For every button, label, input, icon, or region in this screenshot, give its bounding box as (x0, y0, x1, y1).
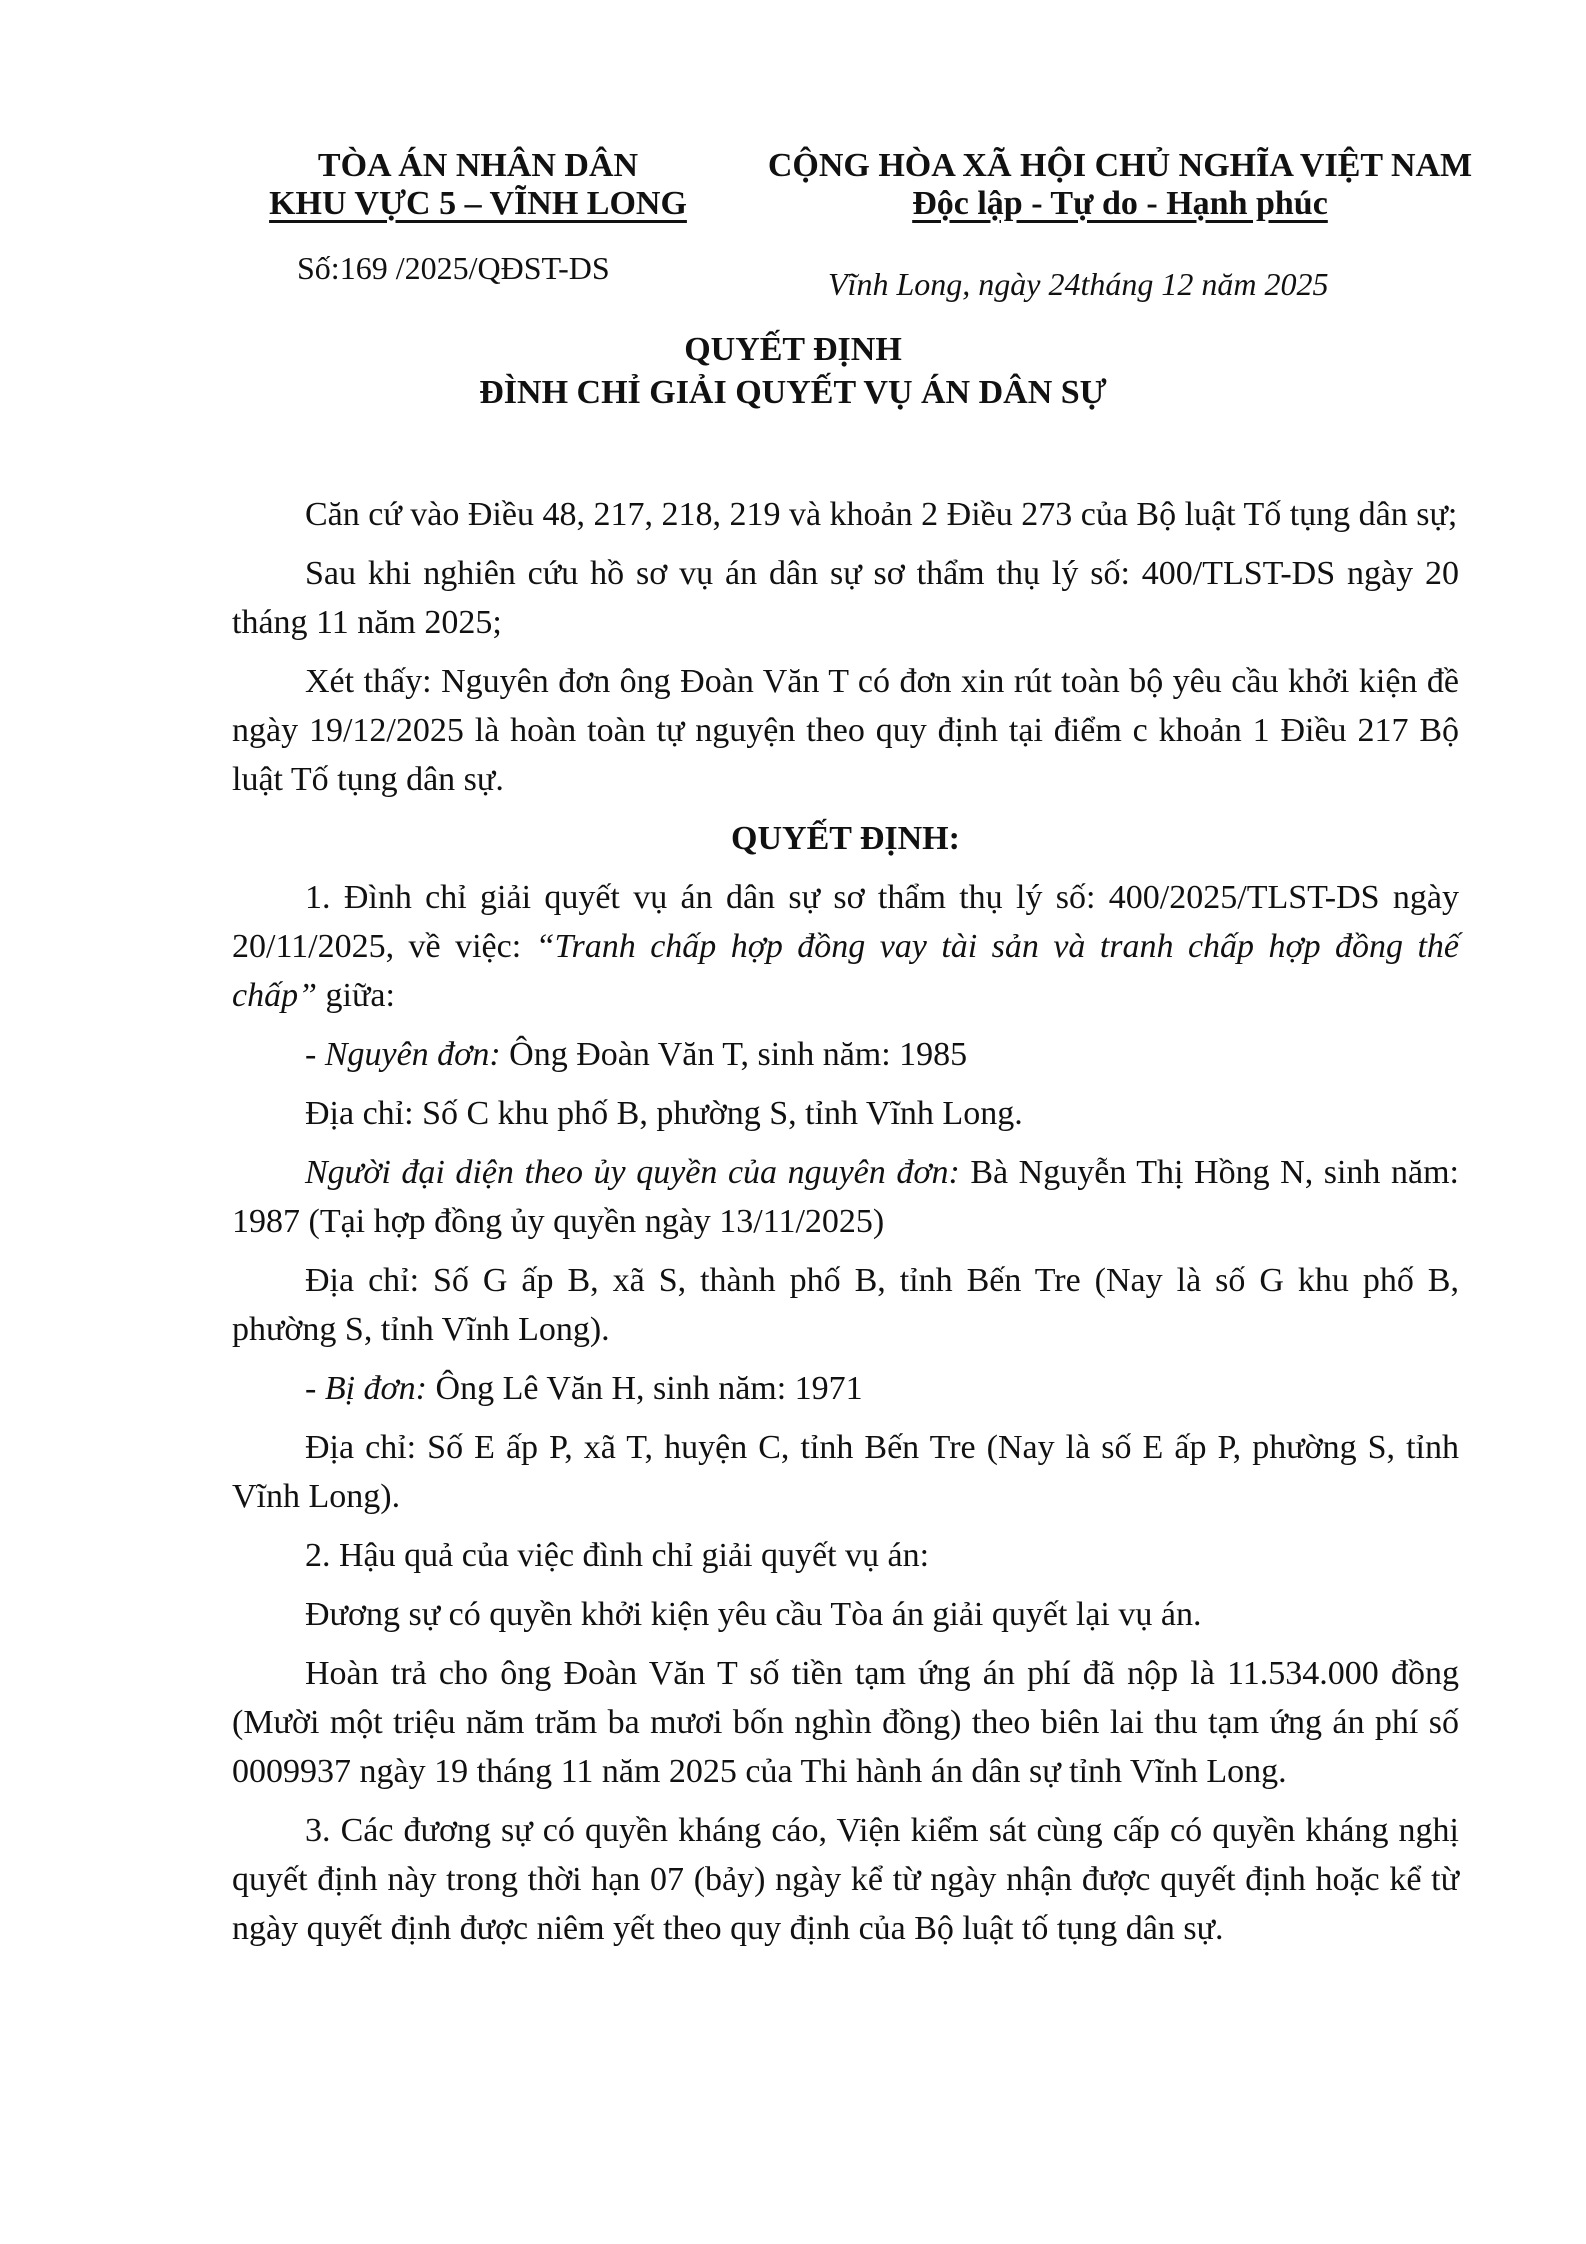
plaintiff (232, 1030, 1459, 1079)
place-date: Vĩnh Long, ngày 24tháng 12 năm 2025 (828, 266, 1329, 302)
representative-label: Người đại diện theo ủy quyền của nguyên đơn: (305, 1154, 960, 1191)
defendant (232, 1364, 1459, 1413)
nation-motto (740, 184, 1500, 224)
document-title: QUYẾT ĐỊNH (684, 331, 902, 368)
decision-heading: QUYẾT ĐỊNH: (731, 820, 960, 857)
nation-motto-text: Độc lập - Tự do - Hạnh phúc (912, 185, 1328, 222)
legal-basis: Căn cứ vào Điều 48, 217, 218, 219 và khoản 2 Điều 273 của Bộ luật Tố tụng dân sự; (305, 496, 1458, 533)
document-subtitle: ĐÌNH CHỈ GIẢI QUYẾT VỤ ÁN DÂN SỰ (479, 374, 1107, 411)
plaintiff-label: - Nguyên đơn: (305, 1036, 501, 1073)
case-title: “Tranh chấp hợp đồng vay tài sản và tranh chấp hợp đồng thế chấp” (232, 928, 1460, 1014)
defendant-info: Ông Lê Văn H, sinh năm: 1971 (427, 1370, 863, 1407)
nation-title: CỘNG HÒA XÃ HỘI CHỦ NGHĨA VIỆT NAM (767, 147, 1473, 184)
defendant-address: Địa chỉ: Số E ấp P, xã T, huyện C, tỉnh Bến Tre (Nay là số E ấp P, phường S, tỉnh Vĩnh Long). (232, 1429, 1459, 1515)
plaintiff-address: Địa chỉ: Số C khu phố B, phường S, tỉnh Vĩnh Long. (305, 1095, 1023, 1132)
court-name-line1: TÒA ÁN NHÂN DÂN (317, 147, 639, 184)
document-number: Số:169 /2025/QĐST-DS (297, 250, 610, 286)
item-1-tail: giữa: (317, 977, 395, 1014)
representative-address: Địa chỉ: Số G ấp B, xã S, thành phố B, tỉnh Bến Tre (Nay là số G khu phố B, phường S, tỉnh Vĩnh Long). (232, 1262, 1459, 1348)
item-2-heading: 2. Hậu quả của việc đình chỉ giải quyết vụ án: (305, 1537, 930, 1574)
item-2-right-to-sue: Đương sự có quyền khởi kiện yêu cầu Tòa án giải quyết lại vụ án. (305, 1596, 1202, 1633)
court-name-line2 (248, 184, 708, 224)
representative-info: Bà Nguyễn Thị Hồng N, sinh năm: 1987 (Tại hợp đồng ủy quyền ngày 13/11/2025) (232, 1154, 1459, 1240)
defendant-label: - Bị đơn: (305, 1370, 428, 1407)
plaintiff-info: Ông Đoàn Văn T, sinh năm: 1985 (500, 1036, 968, 1073)
item-2-refund: Hoàn trả cho ông Đoàn Văn T số tiền tạm ứng án phí đã nộp là 11.534.000 đồng (Mười một triệu năm trăm ba mươi bốn nghìn đồng) theo biên lai thu tạm ứng án phí số 0009937 ngày 19 tháng 11 năm 2025 của Thi hành án dân sự tỉnh Vĩnh Long. (232, 1655, 1459, 1790)
case-review: Sau khi nghiên cứu hồ sơ vụ án dân sự sơ thẩm thụ lý số: 400/TLST-DS ngày 20 tháng 11 năm 2025; (232, 555, 1459, 641)
item-1-intro: 1. Đình chỉ giải quyết vụ án dân sự sơ thẩm thụ lý số: 400/2025/TLST-DS ngày 20/11/2025, về việc: (232, 879, 1459, 965)
court-name-line2-text: KHU VỰC 5 – VĨNH LONG (269, 185, 687, 222)
item-1 (232, 873, 1459, 1020)
consideration: Xét thấy: Nguyên đơn ông Đoàn Văn T có đơn xin rút toàn bộ yêu cầu khởi kiện đề ngày 19/12/2025 là hoàn toàn tự nguyện theo quy định tại điểm c khoản 1 Điều 217 Bộ luật Tố tụng dân sự. (232, 663, 1459, 798)
item-3-appeal: 3. Các đương sự có quyền kháng cáo, Viện kiểm sát cùng cấp có quyền kháng nghị quyết định này trong thời hạn 07 (bảy) ngày kể từ ngày nhận được quyết định hoặc kể từ ngày quyết định được niêm yết theo quy định của Bộ luật tố tụng dân sự. (232, 1812, 1459, 1947)
representative (232, 1148, 1459, 1246)
document-body (232, 490, 1459, 1963)
